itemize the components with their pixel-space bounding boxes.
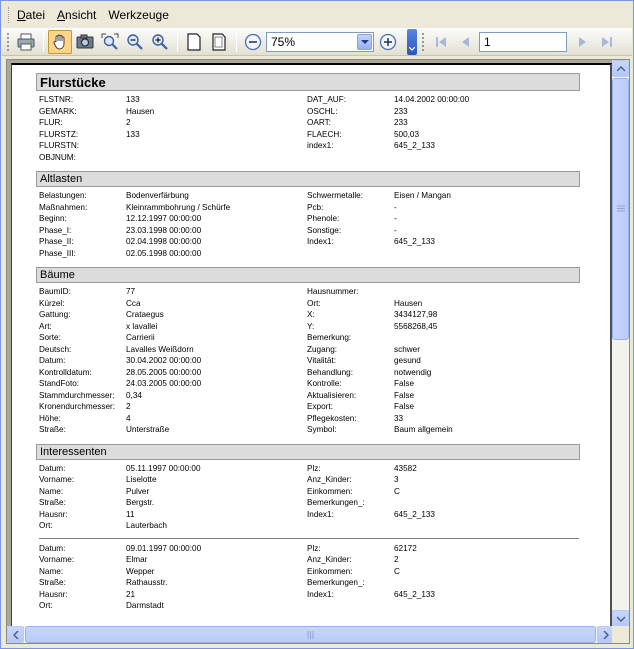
- field-label: Straße:: [39, 498, 66, 507]
- field-value: Bodenverfärbung: [126, 191, 189, 200]
- field-label: Kronendurchmesser:: [39, 402, 115, 411]
- field-row: [39, 94, 580, 106]
- field-row: [39, 309, 580, 321]
- field-label: Y:: [307, 321, 315, 331]
- field-value: 645_2_133: [394, 589, 435, 599]
- field-label: Gattung:: [39, 310, 71, 319]
- field-value: 23.03.1998 00:00:00: [126, 225, 202, 235]
- page-number-value: 1: [484, 35, 491, 49]
- field-value: 12.12.1997 00:00:00: [126, 214, 202, 223]
- field-row: [39, 286, 580, 298]
- page-width-button[interactable]: [207, 30, 231, 54]
- field-label: Sonstige:: [307, 225, 342, 235]
- field-value: [126, 152, 307, 164]
- zoom-out-tool-button[interactable]: [123, 30, 147, 54]
- field-row: [39, 566, 580, 578]
- field-label: StandFoto:: [39, 379, 80, 388]
- field-value: Hausen: [394, 298, 423, 308]
- zoom-out-button[interactable]: [241, 30, 265, 54]
- field-label: [307, 152, 394, 164]
- field-row: [39, 474, 580, 486]
- field-row: [39, 225, 580, 237]
- field-label: Straße:: [39, 578, 66, 587]
- toolbar-separator: [43, 32, 44, 52]
- field-label: Behandlung:: [307, 367, 353, 377]
- single-page-button[interactable]: [182, 30, 206, 54]
- menu-ansicht[interactable]: Ansicht: [57, 8, 97, 22]
- field-label: Kontrolldatum:: [39, 367, 92, 377]
- field-row: [39, 463, 580, 475]
- field-value: Baum allgemein: [394, 425, 453, 434]
- field-value: Darmstadt: [126, 601, 164, 610]
- overflow-chevron-icon: [409, 46, 415, 52]
- field-value: Eisen / Mangan: [394, 191, 451, 200]
- field-row: [39, 509, 580, 521]
- field-value: schwer: [394, 344, 420, 354]
- field-label: Ort:: [39, 521, 53, 530]
- field-value: 62172: [394, 543, 417, 553]
- field-value: False: [394, 390, 415, 400]
- field-label: Kürzel:: [39, 298, 65, 308]
- field-label: DAT_AUF:: [307, 95, 346, 104]
- field-label: Bemerkung:: [307, 333, 352, 342]
- field-row: [39, 321, 580, 333]
- field-value: Pulver: [126, 486, 150, 496]
- field-value: [394, 520, 574, 532]
- field-value: 233: [394, 118, 408, 127]
- field-label: Kontrolle:: [307, 379, 342, 388]
- field-row: [39, 390, 580, 402]
- field-value: notwendig: [394, 367, 432, 377]
- field-row: [39, 520, 580, 532]
- field-label: Pcb:: [307, 202, 324, 212]
- section-header-baeume: Bäume: [36, 267, 580, 283]
- report-content: [36, 73, 580, 620]
- field-label: Symbol:: [307, 425, 337, 434]
- field-label: Deutsch:: [39, 344, 72, 354]
- field-label: BaumID:: [39, 287, 71, 296]
- field-value: 645_2_133: [394, 237, 435, 246]
- field-label: OBJNUM:: [39, 152, 76, 162]
- field-row: [39, 554, 580, 566]
- field-value: 21: [126, 589, 136, 599]
- toolbar-grip[interactable]: [6, 32, 10, 52]
- field-label: FLURSTN:: [39, 141, 80, 150]
- chevron-left-icon: [13, 631, 19, 639]
- field-value: [394, 332, 574, 344]
- field-value: C: [394, 566, 400, 576]
- circle-plus-icon: [379, 33, 397, 51]
- field-label: Hausnummer:: [307, 287, 359, 296]
- field-value: x lavallei: [126, 321, 158, 331]
- field-label: Plz:: [307, 543, 321, 553]
- last-page-icon: [599, 34, 615, 50]
- field-value: 2: [126, 402, 131, 411]
- field-value: Lauterbach: [126, 521, 167, 530]
- field-label: [307, 520, 394, 532]
- field-value: Crataegus: [126, 310, 164, 319]
- field-label: Hausnr:: [39, 509, 68, 519]
- section-flurstuecke: [36, 91, 580, 163]
- field-value: 11: [126, 509, 135, 519]
- field-value: [394, 152, 574, 164]
- field-value: C: [394, 486, 400, 496]
- toolbar-grip-2[interactable]: [421, 32, 425, 52]
- field-value: False: [394, 379, 415, 388]
- field-label: Sorte:: [39, 333, 61, 342]
- grip-lines-icon: [307, 631, 315, 639]
- field-value: Hausen: [126, 106, 155, 116]
- next-page-button[interactable]: [570, 30, 594, 54]
- scroll-left-button[interactable]: [7, 626, 24, 643]
- field-value: 30.04.2002 00:00:00: [126, 356, 202, 365]
- field-row: [39, 413, 580, 425]
- field-label: FLAECH:: [307, 129, 342, 139]
- page-width-icon: [210, 33, 228, 51]
- field-label: Bemerkungen_:: [307, 578, 365, 587]
- field-value: 645_2_133: [394, 509, 435, 519]
- field-label: Aktualisieren:: [307, 390, 357, 400]
- field-value: -: [394, 214, 397, 223]
- field-label: Datum:: [39, 356, 66, 365]
- field-row: [39, 140, 580, 152]
- menu-ansicht-rest: nsicht: [65, 8, 97, 22]
- section-header-interessenten: Interessenten: [36, 444, 580, 460]
- hand-tool-button[interactable]: [48, 30, 72, 54]
- field-value: 5568268,45: [394, 321, 438, 331]
- field-value: gesund: [394, 356, 421, 365]
- chevron-down-icon: [617, 616, 625, 622]
- field-label: Maßnahmen:: [39, 202, 88, 212]
- field-label: GEMARK:: [39, 106, 77, 116]
- chevron-right-icon: [603, 631, 609, 639]
- field-row: [39, 577, 580, 589]
- field-label: OSCHL:: [307, 106, 338, 116]
- toolbar-overflow-button[interactable]: [407, 29, 417, 55]
- scroll-down-button[interactable]: [612, 610, 629, 627]
- snapshot-button[interactable]: [73, 30, 97, 54]
- field-label: Hausnr:: [39, 589, 68, 599]
- field-label: Name:: [39, 486, 64, 496]
- field-row: [39, 152, 580, 164]
- section-interessenten: [36, 460, 580, 612]
- field-value: 24.03.2005 00:00:00: [126, 379, 202, 388]
- section-header-altlasten: Altlasten: [36, 171, 580, 187]
- field-label: Index1:: [307, 589, 334, 599]
- field-value: Carrierii: [126, 333, 155, 342]
- field-value: Wepper: [126, 566, 155, 576]
- field-value: 43582: [394, 463, 417, 473]
- field-label: Datum:: [39, 543, 66, 553]
- toolbar: [2, 28, 632, 56]
- field-label: Name:: [39, 566, 64, 576]
- printer-icon: [17, 33, 35, 51]
- field-value: 500,03: [394, 129, 420, 139]
- field-row: [39, 543, 580, 555]
- field-value: 3: [394, 475, 399, 484]
- menu-bar: [2, 5, 632, 25]
- field-row: [39, 213, 580, 225]
- menu-grip: [8, 7, 11, 23]
- section-header-flurstuecke: Flurstücke: [36, 73, 580, 91]
- field-label: Vorname:: [39, 555, 75, 564]
- hand-icon: [51, 33, 69, 51]
- field-row: [39, 367, 580, 379]
- field-row: [39, 378, 580, 390]
- first-page-icon: [433, 34, 449, 50]
- field-row: [39, 117, 580, 129]
- chevron-down-icon: [361, 39, 369, 45]
- field-value: -: [394, 225, 397, 235]
- field-row: [39, 106, 580, 118]
- field-label: Plz:: [307, 463, 321, 473]
- field-value: 2: [394, 555, 399, 564]
- field-value: 2: [126, 118, 131, 127]
- field-value: 3434127,98: [394, 310, 438, 319]
- field-row: [39, 486, 580, 498]
- field-label: Phenole:: [307, 214, 340, 223]
- zoom-in-button[interactable]: [376, 30, 400, 54]
- field-value: 05.11.1997 00:00:00: [126, 463, 201, 473]
- field-value: 09.01.1997 00:00:00: [126, 543, 202, 553]
- field-label: FLUR:: [39, 118, 63, 127]
- field-value: 33: [394, 413, 404, 423]
- zoom-dropdown-button[interactable]: [357, 34, 372, 50]
- field-label: Beginn:: [39, 214, 67, 223]
- camera-icon: [76, 33, 94, 51]
- field-label: Datum:: [39, 463, 66, 473]
- field-row: [39, 401, 580, 413]
- field-value: 233: [394, 106, 408, 116]
- field-label: index1:: [307, 141, 334, 150]
- vertical-scroll-thumb[interactable]: [612, 78, 629, 340]
- field-label: FLSTNR:: [39, 95, 74, 104]
- field-label: Stammdurchmesser:: [39, 390, 115, 400]
- field-label: [307, 248, 394, 260]
- field-label: Schwermetalle:: [307, 191, 363, 200]
- field-value: [394, 577, 574, 589]
- field-value: Rathausstr.: [126, 578, 168, 587]
- previous-page-button[interactable]: [454, 30, 478, 54]
- field-label: Phase_I:: [39, 225, 72, 235]
- field-value: Unterstraße: [126, 425, 170, 434]
- field-row: [39, 129, 580, 141]
- field-label: Vitalität:: [307, 356, 336, 365]
- field-value: 133: [126, 129, 140, 139]
- field-label: X:: [307, 310, 315, 319]
- report-page: [11, 63, 612, 638]
- field-label: Einkommen:: [307, 566, 353, 576]
- field-label: [307, 600, 394, 612]
- page-number-input[interactable]: [479, 32, 567, 52]
- zoom-in-tool-button[interactable]: [148, 30, 172, 54]
- print-button[interactable]: [14, 30, 38, 54]
- field-value: 133: [126, 95, 140, 104]
- field-label: Straße:: [39, 425, 66, 434]
- field-row: [39, 236, 580, 248]
- field-value: [394, 497, 574, 509]
- field-value: [394, 286, 574, 298]
- field-label: FLURSTZ:: [39, 129, 79, 139]
- field-value: [126, 140, 307, 152]
- last-page-button[interactable]: [595, 30, 619, 54]
- zoom-select[interactable]: [266, 32, 374, 52]
- field-label: Zugang:: [307, 344, 338, 354]
- field-value: [394, 248, 574, 260]
- field-row: [39, 202, 580, 214]
- field-label: Pflegekosten:: [307, 413, 357, 423]
- field-value: [394, 600, 574, 612]
- field-label: Höhe:: [39, 413, 61, 423]
- field-label: Anz_Kinder:: [307, 555, 352, 564]
- scrollbar-corner: [612, 626, 629, 643]
- vertical-scrollbar[interactable]: [612, 60, 629, 627]
- field-label: Belastungen:: [39, 191, 87, 200]
- field-value: Lavalles Weißdorn: [126, 344, 194, 354]
- page-icon: [185, 33, 203, 51]
- field-value: Elmar: [126, 555, 148, 564]
- menu-datei-rest: atei: [25, 8, 46, 22]
- field-label: Einkommen:: [307, 486, 353, 496]
- menu-datei[interactable]: Datei: [17, 8, 46, 22]
- field-label: Ort:: [39, 601, 53, 610]
- circle-minus-icon: [244, 33, 262, 51]
- previous-page-icon: [458, 34, 474, 50]
- field-value: 14.04.2002 00:00:00: [394, 95, 470, 104]
- field-label: Vorname:: [39, 475, 75, 484]
- field-label: Art:: [39, 321, 52, 331]
- chevron-up-icon: [617, 66, 625, 72]
- field-row: [39, 248, 580, 260]
- field-value: 645_2_133: [394, 141, 435, 150]
- field-value: Cca: [126, 298, 141, 308]
- field-label: OART:: [307, 118, 331, 127]
- field-row: [39, 332, 580, 344]
- field-label: Index1:: [307, 509, 334, 519]
- field-row: [39, 190, 580, 202]
- field-value: 0,34: [126, 390, 142, 400]
- field-value: 28.05.2005 00:00:00: [126, 367, 202, 377]
- field-label: Phase_II:: [39, 237, 74, 246]
- section-altlasten: [36, 187, 580, 259]
- scroll-up-button[interactable]: [612, 60, 629, 77]
- field-label: Bemerkungen_:: [307, 498, 365, 507]
- horizontal-scrollbar[interactable]: [7, 626, 614, 643]
- field-value: -: [394, 202, 397, 212]
- field-label: Export:: [307, 402, 333, 411]
- field-row: [39, 344, 580, 356]
- horizontal-scroll-thumb[interactable]: [25, 626, 596, 643]
- field-row: [39, 355, 580, 367]
- field-value: Liselotte: [126, 475, 157, 484]
- field-value: 4: [126, 413, 131, 423]
- grip-lines-icon: [617, 205, 625, 213]
- field-label: Phase_III:: [39, 248, 76, 258]
- field-row: [39, 497, 580, 509]
- record-divider: [39, 538, 579, 539]
- magnifier-minus-icon: [126, 33, 144, 51]
- field-row: [39, 600, 580, 612]
- zoom-region-icon: [101, 33, 119, 51]
- field-value: 02.04.1998 00:00:00: [126, 237, 202, 246]
- field-label: Ort:: [307, 298, 321, 308]
- field-row: [39, 424, 580, 436]
- next-page-icon: [574, 34, 590, 50]
- field-value: False: [394, 402, 415, 411]
- zoom-select-value: 75%: [271, 35, 296, 49]
- field-value: 02.05.1998 00:00:00: [126, 248, 202, 258]
- section-baeume: [36, 283, 580, 436]
- report-viewport[interactable]: [6, 59, 630, 644]
- first-page-button[interactable]: [429, 30, 453, 54]
- field-row: [39, 589, 580, 601]
- magnifier-plus-icon: [151, 33, 169, 51]
- menu-werkzeuge[interactable]: Werkzeuge: [108, 8, 169, 22]
- field-value: Kleinrammbohrung / Schürfe: [126, 202, 231, 212]
- toolbar-separator: [177, 32, 178, 52]
- field-label: Anz_Kinder:: [307, 475, 352, 484]
- field-value: Bergstr.: [126, 498, 155, 507]
- field-value: 77: [126, 287, 136, 296]
- field-row: [39, 298, 580, 310]
- field-label: Index1:: [307, 237, 334, 246]
- toolbar-separator: [236, 32, 237, 52]
- zoom-region-button[interactable]: [98, 30, 122, 54]
